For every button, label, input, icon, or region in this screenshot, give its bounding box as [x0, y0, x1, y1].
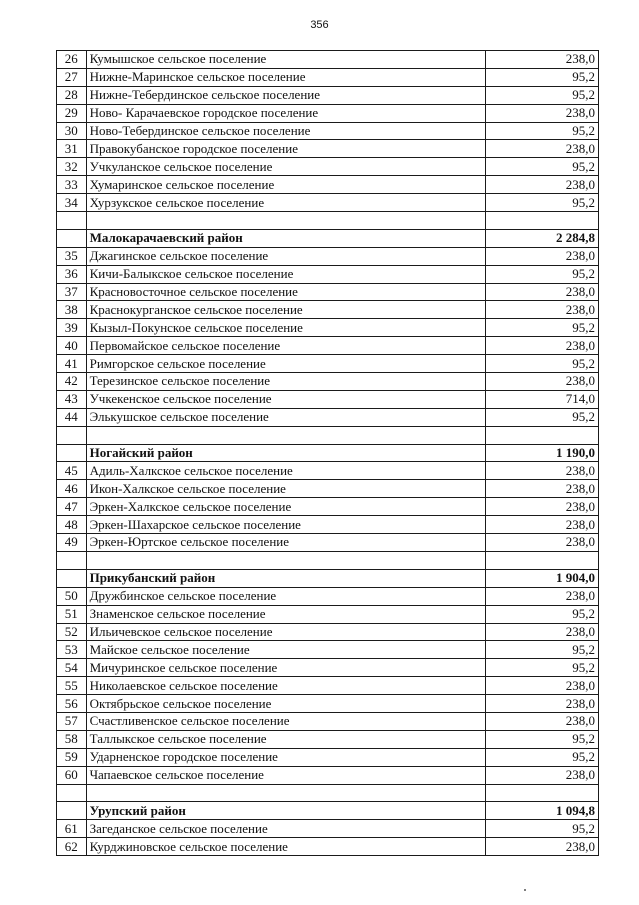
amount-cell: 95,2 [485, 319, 598, 337]
settlement-name-cell [86, 212, 485, 230]
table-row [57, 373, 599, 391]
row-number-cell: 52 [57, 623, 87, 641]
district-total-cell: 2 284,8 [485, 229, 598, 247]
table-row [57, 534, 599, 552]
table-row [57, 390, 599, 408]
row-number-cell: 57 [57, 712, 87, 730]
district-total-cell: 1 190,0 [485, 444, 598, 462]
row-number-cell: 55 [57, 677, 87, 695]
settlement-name-cell: Октябрьское сельское поселение [86, 695, 485, 713]
settlement-name-cell: Курджиновское сельское поселение [86, 838, 485, 856]
amount-cell: 238,0 [485, 337, 598, 355]
table-row [57, 265, 599, 283]
table-row [57, 355, 599, 373]
district-name-cell: Прикубанский район [86, 569, 485, 587]
amount-cell: 714,0 [485, 390, 598, 408]
row-number-cell: 49 [57, 534, 87, 552]
row-number-cell: 34 [57, 194, 87, 212]
amount-cell: 238,0 [485, 51, 598, 69]
settlement-name-cell: Римгорское сельское поселение [86, 355, 485, 373]
settlement-name-cell: Николаевское сельское поселение [86, 677, 485, 695]
amount-cell: 95,2 [485, 355, 598, 373]
spacer-row [57, 784, 599, 802]
settlement-name-cell: Нижне-Маринское сельское поселение [86, 68, 485, 86]
row-number-cell [57, 551, 87, 569]
row-number-cell: 60 [57, 766, 87, 784]
settlement-name-cell: Ново-Тебердинское сельское поселение [86, 122, 485, 140]
table-row [57, 194, 599, 212]
amount-cell: 238,0 [485, 677, 598, 695]
table-row [57, 659, 599, 677]
row-number-cell [57, 229, 87, 247]
table-row [57, 730, 599, 748]
amount-cell [485, 784, 598, 802]
table-row [57, 498, 599, 516]
district-header-row [57, 802, 599, 820]
amount-cell [485, 551, 598, 569]
amount-cell: 238,0 [485, 534, 598, 552]
table-row [57, 480, 599, 498]
table-row [57, 104, 599, 122]
row-number-cell: 58 [57, 730, 87, 748]
row-number-cell: 54 [57, 659, 87, 677]
settlement-name-cell: Кызыл-Покунское сельское поселение [86, 319, 485, 337]
row-number-cell: 33 [57, 176, 87, 194]
district-total-cell: 1 094,8 [485, 802, 598, 820]
settlement-name-cell: Чапаевское сельское поселение [86, 766, 485, 784]
settlement-name-cell: Джагинское сельское поселение [86, 247, 485, 265]
settlement-name-cell: Краснокурганское сельское поселение [86, 301, 485, 319]
amount-cell: 238,0 [485, 480, 598, 498]
settlement-name-cell: Элькушское сельское поселение [86, 408, 485, 426]
district-header-row [57, 569, 599, 587]
row-number-cell: 59 [57, 748, 87, 766]
table-row [57, 748, 599, 766]
district-header-row [57, 444, 599, 462]
amount-cell: 95,2 [485, 659, 598, 677]
amount-cell: 95,2 [485, 194, 598, 212]
amount-cell [485, 426, 598, 444]
amount-cell: 238,0 [485, 301, 598, 319]
settlement-name-cell: Нижне-Тебердинское сельское поселение [86, 86, 485, 104]
spacer-row [57, 551, 599, 569]
row-number-cell: 43 [57, 390, 87, 408]
amount-cell: 238,0 [485, 498, 598, 516]
settlement-name-cell: Ново- Карачаевское городское поселение [86, 104, 485, 122]
row-number-cell [57, 784, 87, 802]
settlement-name-cell: Икон-Халкское сельское поселение [86, 480, 485, 498]
row-number-cell: 44 [57, 408, 87, 426]
amount-cell: 95,2 [485, 265, 598, 283]
settlement-name-cell: Кумышское сельское поселение [86, 51, 485, 69]
row-number-cell: 53 [57, 641, 87, 659]
table-row [57, 677, 599, 695]
table-row [57, 158, 599, 176]
row-number-cell: 26 [57, 51, 87, 69]
table-row [57, 68, 599, 86]
district-name-cell: Малокарачаевский район [86, 229, 485, 247]
amount-cell: 238,0 [485, 140, 598, 158]
district-header-row [57, 229, 599, 247]
row-number-cell: 39 [57, 319, 87, 337]
settlement-name-cell: Мичуринское сельское поселение [86, 659, 485, 677]
budget-allocation-table [56, 50, 599, 856]
row-number-cell: 50 [57, 587, 87, 605]
table-row [57, 122, 599, 140]
scan-speck [524, 889, 526, 891]
row-number-cell: 56 [57, 695, 87, 713]
amount-cell: 95,2 [485, 730, 598, 748]
settlement-name-cell: Адиль-Халкское сельское поселение [86, 462, 485, 480]
district-name-cell: Урупский район [86, 802, 485, 820]
table-row [57, 462, 599, 480]
amount-cell: 95,2 [485, 605, 598, 623]
page-number: 356 [310, 19, 329, 31]
row-number-cell: 35 [57, 247, 87, 265]
row-number-cell: 45 [57, 462, 87, 480]
settlement-name-cell: Загеданское сельское поселение [86, 820, 485, 838]
table-row [57, 516, 599, 534]
settlement-name-cell: Правокубанское городское поселение [86, 140, 485, 158]
row-number-cell: 62 [57, 838, 87, 856]
row-number-cell: 29 [57, 104, 87, 122]
table-body [57, 51, 599, 856]
row-number-cell [57, 426, 87, 444]
spacer-row [57, 426, 599, 444]
table-row [57, 587, 599, 605]
table-row [57, 247, 599, 265]
table-row [57, 623, 599, 641]
row-number-cell: 42 [57, 373, 87, 391]
amount-cell: 238,0 [485, 516, 598, 534]
settlement-name-cell: Дружбинское сельское поселение [86, 587, 485, 605]
settlement-name-cell [86, 551, 485, 569]
row-number-cell [57, 802, 87, 820]
row-number-cell: 32 [57, 158, 87, 176]
amount-cell: 238,0 [485, 373, 598, 391]
settlement-name-cell: Ударненское городское поселение [86, 748, 485, 766]
settlement-name-cell: Таллыкское сельское поселение [86, 730, 485, 748]
amount-cell: 238,0 [485, 587, 598, 605]
table-row [57, 283, 599, 301]
row-number-cell: 41 [57, 355, 87, 373]
table-row [57, 176, 599, 194]
table-row [57, 408, 599, 426]
amount-cell: 238,0 [485, 104, 598, 122]
amount-cell: 238,0 [485, 838, 598, 856]
settlement-name-cell: Первомайское сельское поселение [86, 337, 485, 355]
table-row [57, 695, 599, 713]
row-number-cell: 51 [57, 605, 87, 623]
table-row [57, 605, 599, 623]
amount-cell: 238,0 [485, 695, 598, 713]
table-row [57, 51, 599, 69]
table-row [57, 820, 599, 838]
amount-cell: 238,0 [485, 176, 598, 194]
table-row [57, 838, 599, 856]
settlement-name-cell [86, 426, 485, 444]
table-row [57, 140, 599, 158]
amount-cell: 95,2 [485, 748, 598, 766]
table-row [57, 766, 599, 784]
amount-cell: 95,2 [485, 408, 598, 426]
district-total-cell: 1 904,0 [485, 569, 598, 587]
settlement-name-cell: Учкекенское сельское поселение [86, 390, 485, 408]
settlement-name-cell: Учкуланское сельское поселение [86, 158, 485, 176]
settlement-name-cell: Эркен-Юртское сельское поселение [86, 534, 485, 552]
row-number-cell: 46 [57, 480, 87, 498]
settlement-name-cell: Красновосточное сельское поселение [86, 283, 485, 301]
spacer-row [57, 212, 599, 230]
row-number-cell: 31 [57, 140, 87, 158]
table-row [57, 712, 599, 730]
amount-cell [485, 212, 598, 230]
settlement-name-cell: Ильичевское сельское поселение [86, 623, 485, 641]
table-row [57, 641, 599, 659]
table-row [57, 319, 599, 337]
settlement-name-cell: Счастливенское сельское поселение [86, 712, 485, 730]
settlement-name-cell: Хурзукское сельское поселение [86, 194, 485, 212]
row-number-cell: 61 [57, 820, 87, 838]
amount-cell: 238,0 [485, 712, 598, 730]
amount-cell: 238,0 [485, 623, 598, 641]
amount-cell: 95,2 [485, 158, 598, 176]
row-number-cell: 30 [57, 122, 87, 140]
amount-cell: 95,2 [485, 820, 598, 838]
amount-cell: 238,0 [485, 462, 598, 480]
table-row [57, 301, 599, 319]
amount-cell: 95,2 [485, 86, 598, 104]
amount-cell: 95,2 [485, 122, 598, 140]
row-number-cell: 28 [57, 86, 87, 104]
row-number-cell: 40 [57, 337, 87, 355]
settlement-name-cell: Кичи-Балыкское сельское поселение [86, 265, 485, 283]
amount-cell: 238,0 [485, 247, 598, 265]
row-number-cell: 36 [57, 265, 87, 283]
row-number-cell [57, 212, 87, 230]
settlement-name-cell: Майское сельское поселение [86, 641, 485, 659]
row-number-cell: 48 [57, 516, 87, 534]
table-row [57, 337, 599, 355]
settlement-name-cell: Эркен-Халкское сельское поселение [86, 498, 485, 516]
row-number-cell: 38 [57, 301, 87, 319]
settlement-name-cell: Хумаринское сельское поселение [86, 176, 485, 194]
amount-cell: 238,0 [485, 283, 598, 301]
settlement-name-cell: Эркен-Шахарское сельское поселение [86, 516, 485, 534]
amount-cell: 238,0 [485, 766, 598, 784]
amount-cell: 95,2 [485, 641, 598, 659]
settlement-name-cell: Знаменское сельское поселение [86, 605, 485, 623]
row-number-cell [57, 444, 87, 462]
row-number-cell: 37 [57, 283, 87, 301]
settlement-name-cell [86, 784, 485, 802]
district-name-cell: Ногайский район [86, 444, 485, 462]
amount-cell: 95,2 [485, 68, 598, 86]
settlement-name-cell: Терезинское сельское поселение [86, 373, 485, 391]
table-row [57, 86, 599, 104]
row-number-cell [57, 569, 87, 587]
row-number-cell: 27 [57, 68, 87, 86]
row-number-cell: 47 [57, 498, 87, 516]
